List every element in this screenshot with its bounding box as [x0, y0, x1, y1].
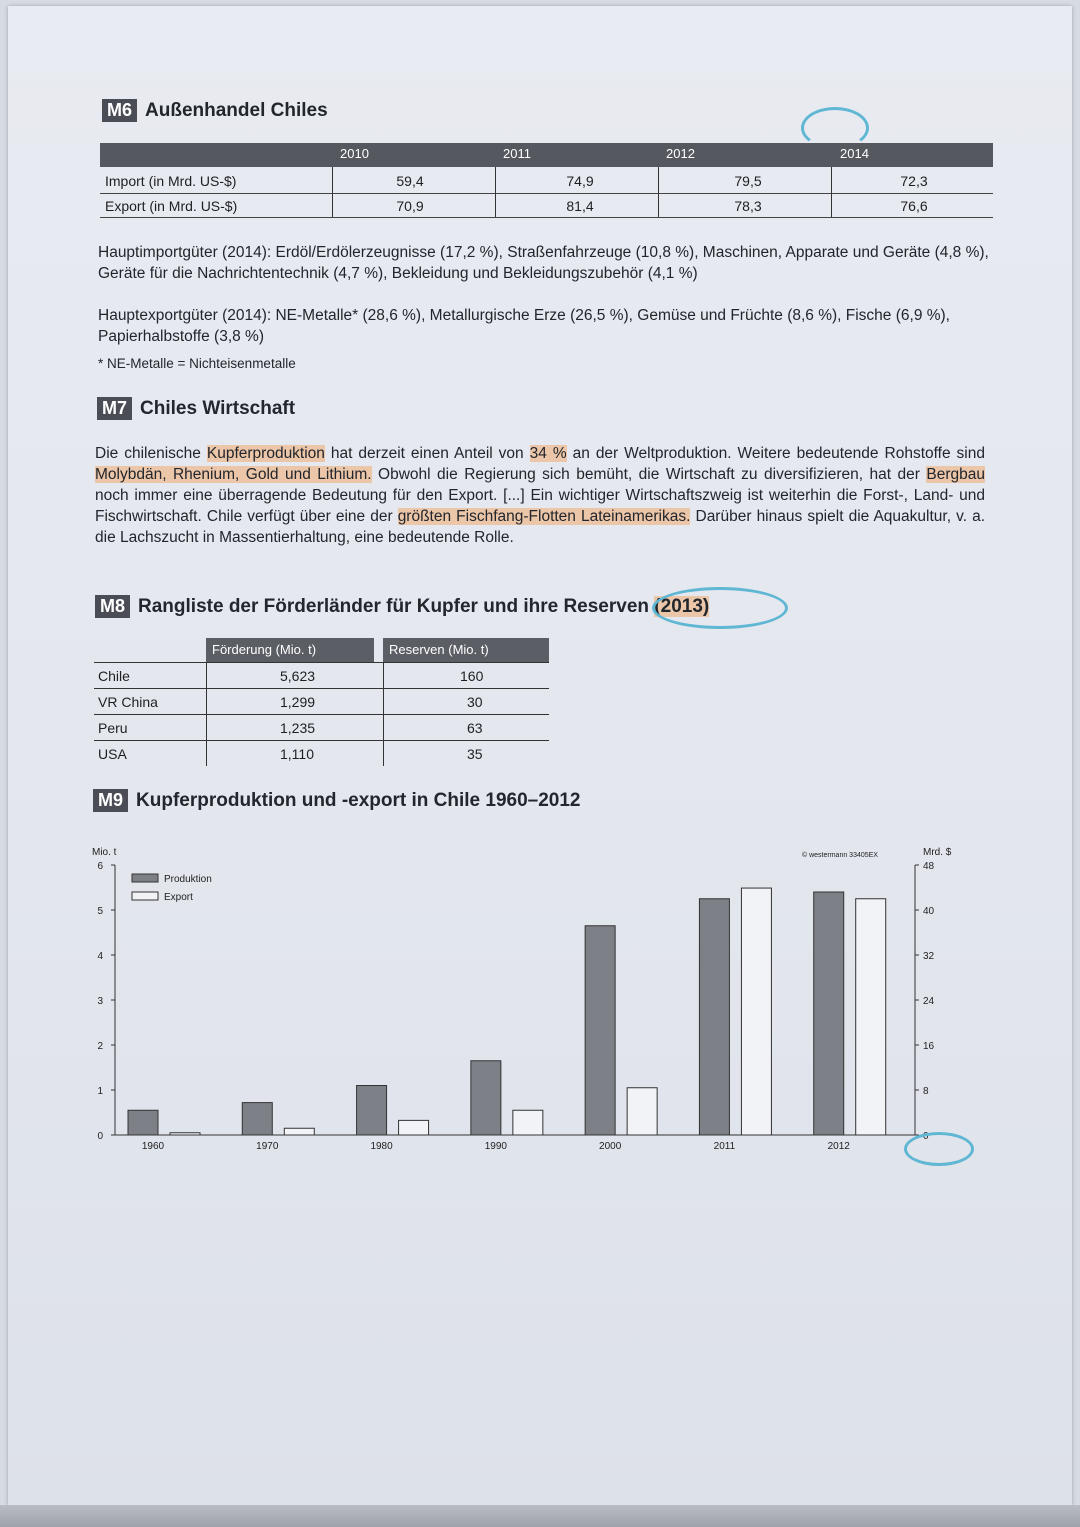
- x-tick-label: 2011: [713, 1141, 736, 1152]
- y-tick-label-left: 1: [97, 1086, 103, 1097]
- x-tick-label: 1960: [141, 1141, 165, 1152]
- m8-divider: [94, 740, 549, 741]
- m6-cell: 78,3: [734, 198, 762, 214]
- bar-export-1970: [284, 1128, 314, 1135]
- y-tick-label-left: 6: [97, 861, 103, 872]
- legend-swatch-export: [132, 892, 158, 900]
- m8-production: 1,110: [280, 746, 314, 762]
- legend-label-export: Export: [164, 892, 193, 903]
- x-tick-label: 1990: [484, 1141, 507, 1152]
- m8-title-year: (2013): [654, 596, 710, 617]
- m7-highlight: 34 %: [529, 445, 567, 462]
- m6-divider: [100, 217, 993, 218]
- m6-row-export: [100, 194, 993, 218]
- m8-col-header-production: [206, 638, 374, 662]
- m8-divider: [94, 714, 549, 715]
- bar-produktion-2011: [699, 899, 729, 1135]
- m7-heading: [97, 397, 295, 420]
- pen-circle-mark: [904, 1132, 974, 1166]
- chart-source: © westermann 33405EX: [802, 852, 878, 859]
- y-tick-label-left: 0: [97, 1131, 103, 1142]
- m6-row-import: [100, 169, 993, 193]
- y-tick-label-right: 40: [923, 906, 935, 917]
- y-tick-label-left: 4: [97, 951, 103, 962]
- m6-col-line: [332, 167, 333, 217]
- m6-col-line: [658, 167, 659, 217]
- m6-year-2011: 2011: [503, 146, 531, 161]
- m7-text-part: an der Weltproduktion. Weitere bedeutende Rohstoffe sind: [566, 445, 985, 462]
- m6-row-label: Import (in Mrd. US-$): [105, 173, 237, 189]
- legend-label-produktion: Produktion: [164, 874, 212, 885]
- m8-col-line: [206, 662, 207, 766]
- m8-production: 1,235: [280, 720, 316, 736]
- m8-col2-label: Reserven (Mio. t): [389, 642, 489, 657]
- m8-reserves: 30: [467, 694, 483, 710]
- m7-title: Chiles Wirtschaft: [140, 398, 296, 419]
- m8-country: USA: [98, 746, 127, 762]
- m7-highlight: Molybdän, Rhenium, Gold und Lithium.: [95, 466, 372, 483]
- y-tick-label-right: 32: [923, 951, 935, 962]
- x-tick-label: 1970: [256, 1141, 279, 1152]
- m6-divider: [100, 193, 993, 194]
- m6-year-2010: 2010: [340, 146, 369, 161]
- m8-copper-table: [94, 638, 549, 766]
- y-axis-label-left: Mio. t: [92, 847, 117, 858]
- m8-reserves: 63: [467, 720, 483, 736]
- bar-produktion-1980: [357, 1086, 387, 1136]
- m8-title: Rangliste der Förderländer für Kupfer und ihre Reserven: [138, 596, 650, 617]
- m6-cell: 76,6: [900, 198, 928, 214]
- m7-highlight: Bergbau: [926, 466, 986, 483]
- bar-export-1980: [399, 1120, 429, 1135]
- m6-cell: 59,4: [396, 173, 424, 189]
- m8-country: Chile: [98, 668, 130, 684]
- table-row: [94, 716, 549, 742]
- y-tick-label-right: 48: [923, 861, 935, 872]
- m7-text: [95, 443, 985, 548]
- m8-reserves: 35: [467, 746, 483, 762]
- legend-swatch-produktion: [132, 874, 158, 882]
- x-tick-label: 1980: [370, 1141, 393, 1152]
- m8-production: 1,299: [280, 694, 316, 710]
- m8-col1-label: Förderung (Mio. t): [212, 642, 317, 657]
- m7-text-part: Die chilenische: [95, 445, 207, 462]
- m8-heading: [95, 595, 709, 618]
- m6-year-2014: 2014: [840, 146, 869, 161]
- m9-title: Kupferproduktion und -export in Chile 1960–2012: [136, 790, 581, 811]
- y-tick-label-left: 2: [97, 1041, 103, 1052]
- m8-tag: M8: [95, 595, 130, 618]
- bar-produktion-1970: [242, 1103, 272, 1135]
- x-tick-label: 2012: [827, 1141, 850, 1152]
- bar-export-1990: [513, 1110, 543, 1135]
- m6-col-line: [831, 167, 832, 217]
- m6-tag: M6: [102, 99, 137, 122]
- m6-cell: 81,4: [566, 198, 594, 214]
- table-row: [94, 742, 549, 768]
- m7-text-part: noch immer eine überragende Bedeutung für den Export. [...] Ein wichtiger Wirtschaftszweig ist weiterhin die Forst-, Land- und Fischwirtschaft. Chile verfügt über eine der: [95, 487, 985, 525]
- m8-reserves: 160: [460, 668, 484, 684]
- y-tick-label-right: 0: [923, 1131, 929, 1142]
- m7-text-part: Darüber hinaus spielt die Aquakultur, v. a. die Lachszucht in Massentierhaltung, eine bedeutende Rolle.: [95, 508, 986, 546]
- m7-text-part: Obwohl die Regierung sich bemüht, die Wirtschaft zu diversifizieren, hat der: [371, 466, 927, 483]
- m9-tag: M9: [93, 789, 128, 812]
- m7-text-part: hat derzeit einen Anteil von: [324, 445, 530, 462]
- m6-export-text: Hauptexportgüter (2014): NE-Metalle* (28,6 %), Metallurgische Erze (26,5 %), Gemüse und Früchte (8,6 %), Fische (6,9 %), Papierhalbstoffe (3,8 %): [98, 307, 950, 345]
- pen-circle-mark: [801, 107, 869, 149]
- m8-col-header-reserves: [383, 638, 549, 662]
- bar-export-2012: [856, 899, 886, 1135]
- m9-chart: [80, 840, 980, 1170]
- y-tick-label-right: 24: [923, 996, 935, 1007]
- m6-cell: 70,9: [396, 198, 424, 214]
- bar-export-2000: [627, 1088, 657, 1135]
- bar-export-2011: [741, 888, 771, 1135]
- bar-produktion-1960: [128, 1110, 158, 1135]
- m6-year-2012: 2012: [666, 146, 695, 161]
- bar-produktion-2000: [585, 926, 615, 1135]
- m8-production: 5,623: [280, 668, 316, 684]
- m7-tag: M7: [97, 397, 132, 420]
- bar-produktion-1990: [471, 1061, 501, 1135]
- page-stack-edge: [0, 1505, 1080, 1527]
- bar-export-1960: [170, 1133, 200, 1135]
- y-tick-label-right: 16: [923, 1041, 935, 1052]
- y-axis-label-right: Mrd. $: [923, 847, 952, 858]
- m6-table-header: [100, 143, 993, 167]
- m8-divider: [94, 688, 549, 689]
- m8-country: Peru: [98, 720, 128, 736]
- m6-cell: 79,5: [734, 173, 762, 189]
- m6-col-line: [495, 167, 496, 217]
- m6-cell: 74,9: [566, 173, 594, 189]
- pen-circle-mark: [652, 587, 788, 629]
- m8-country: VR China: [98, 694, 158, 710]
- m7-highlight: größten Fischfang-Flotten Lateinamerikas.: [397, 508, 691, 525]
- m7-highlight: Kupferproduktion: [206, 445, 325, 462]
- m6-cell: 72,3: [900, 173, 928, 189]
- table-row: [94, 690, 549, 716]
- m6-heading: [102, 99, 328, 122]
- x-tick-label: 2000: [599, 1141, 622, 1152]
- m9-heading: [93, 789, 580, 812]
- m6-row-label: Export (in Mrd. US-$): [105, 198, 238, 214]
- m6-title: Außenhandel Chiles: [145, 100, 328, 121]
- y-tick-label-right: 8: [923, 1086, 929, 1097]
- table-row: [94, 664, 549, 690]
- y-tick-label-left: 3: [97, 996, 103, 1007]
- m8-col-line: [383, 662, 384, 766]
- y-tick-label-left: 5: [97, 906, 103, 917]
- m6-footnote: * NE-Metalle = Nichteisenmetalle: [98, 356, 296, 371]
- m8-divider: [94, 662, 549, 663]
- m6-import-text: Hauptimportgüter (2014): Erdöl/Erdölerzeugnisse (17,2 %), Straßenfahrzeuge (10,8 %), Maschinen, Apparate und Geräte (4,8 %), Geräte für die Nachrichtentechnik (4,7 %), Bekleidung und Bekleidungszubehör (4,1 %): [98, 244, 989, 282]
- bar-produktion-2012: [814, 892, 844, 1135]
